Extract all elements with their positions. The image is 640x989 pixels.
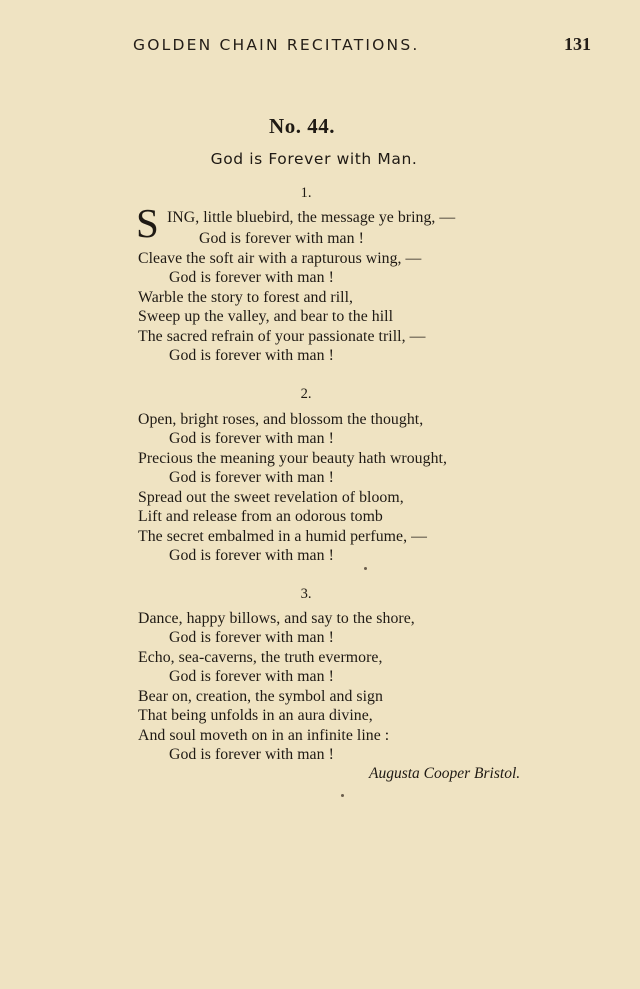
stanza-number-2: 2. [300, 386, 312, 402]
poem-line: Precious the meaning your beauty hath wrought, [138, 450, 447, 467]
poem-line: Cleave the soft air with a rapturous wing, — [138, 250, 422, 267]
poem-line: God is forever with man ! [169, 469, 334, 486]
poem-line: Bear on, creation, the symbol and sign [138, 688, 383, 705]
poem-line: God is forever with man ! [169, 430, 334, 447]
poem-line: Spread out the sweet revelation of bloom, [138, 489, 404, 506]
poem-line: God is forever with man ! [169, 629, 334, 646]
print-speck [341, 794, 344, 797]
poem-line: The secret embalmed in a humid perfume, — [138, 528, 427, 545]
stanza-number-3: 3. [300, 586, 312, 602]
poem-title [0, 150, 640, 168]
page-number: 131 [564, 34, 591, 54]
poem-line: God is forever with man ! [169, 668, 334, 685]
poem-line: Open, bright roses, and blossom the thought, [138, 411, 424, 428]
poem-line: God is forever with man ! [199, 230, 364, 247]
poem-title-text: God is Forever with Man. [210, 150, 418, 168]
print-speck [364, 567, 367, 570]
poem-line: The sacred refrain of your passionate trill, — [138, 328, 426, 345]
poem-line: God is forever with man ! [169, 746, 334, 763]
poem-number-text: No. 44. [269, 114, 335, 138]
poem-line: And soul moveth on in an infinite line : [138, 727, 390, 744]
poem-line: Lift and release from an odorous tomb [138, 508, 383, 525]
poem-line: God is forever with man ! [169, 547, 334, 564]
poem-line: That being unfolds in an aura divine, [138, 707, 373, 724]
running-head: GOLDEN CHAIN RECITATIONS. [133, 36, 420, 54]
drop-cap: S [136, 200, 159, 246]
poem-line: Echo, sea-caverns, the truth evermore, [138, 649, 383, 666]
poem-line: God is forever with man ! [169, 269, 334, 286]
poem-line: Warble the story to forest and rill, [138, 289, 354, 306]
poem-line: Sweep up the valley, and bear to the hill [138, 308, 394, 325]
poem-line: God is forever with man ! [169, 347, 334, 364]
stanza-number-1: 1. [300, 185, 312, 201]
poem-line: ING, little bluebird, the message ye bring, — [167, 209, 456, 226]
attribution: Augusta Cooper Bristol. [369, 765, 521, 782]
poem-line: Dance, happy billows, and say to the shore, [138, 610, 415, 627]
poem-number [0, 114, 640, 139]
